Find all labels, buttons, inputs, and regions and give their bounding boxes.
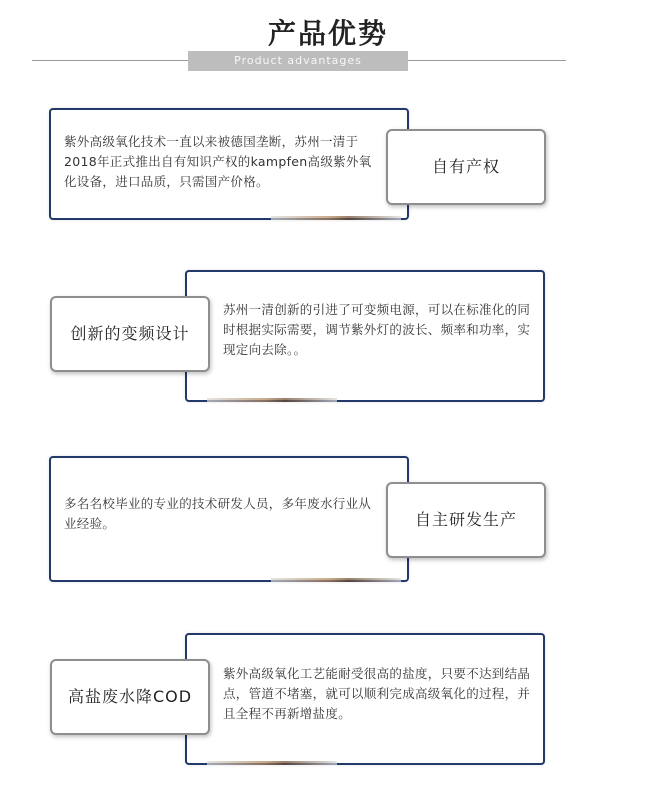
- feature-tag: 自主研发生产: [386, 482, 546, 558]
- feature-description: 紫外高级氧化工艺能耐受很高的盐度，只要不达到结晶点，管道不堵塞，就可以顺利完成高级氧化的过程，并且全程不再新增盐度。: [223, 666, 531, 721]
- frame-accent-strip: [271, 216, 401, 220]
- feature-tag: 自有产权: [386, 129, 546, 205]
- divider-left: [32, 60, 188, 61]
- feature-description: 多名名校毕业的专业的技术研发人员，多年废水行业从业经验。: [64, 496, 372, 531]
- feature-description: 苏州一清创新的引进了可变频电源，可以在标准化的同时根据实际需要，调节紫外灯的波长、频率和功率，实现定向去除。。: [223, 302, 531, 357]
- feature-tag: 高盐废水降COD: [50, 659, 210, 735]
- divider-right: [408, 60, 566, 61]
- feature-tag: 创新的变频设计: [50, 296, 210, 372]
- frame-accent-strip: [271, 578, 401, 582]
- frame-accent-strip: [207, 761, 337, 765]
- frame-accent-strip: [207, 398, 337, 402]
- section-title: 产品优势: [267, 17, 388, 50]
- feature-description: 紫外高级氧化技术一直以来被德国垄断，苏州一清于2018年正式推出自有知识产权的kampfen高级紫外氧化设备，进口品质，只需国产价格。: [64, 134, 372, 189]
- section-subtitle: Product advantages: [188, 51, 408, 71]
